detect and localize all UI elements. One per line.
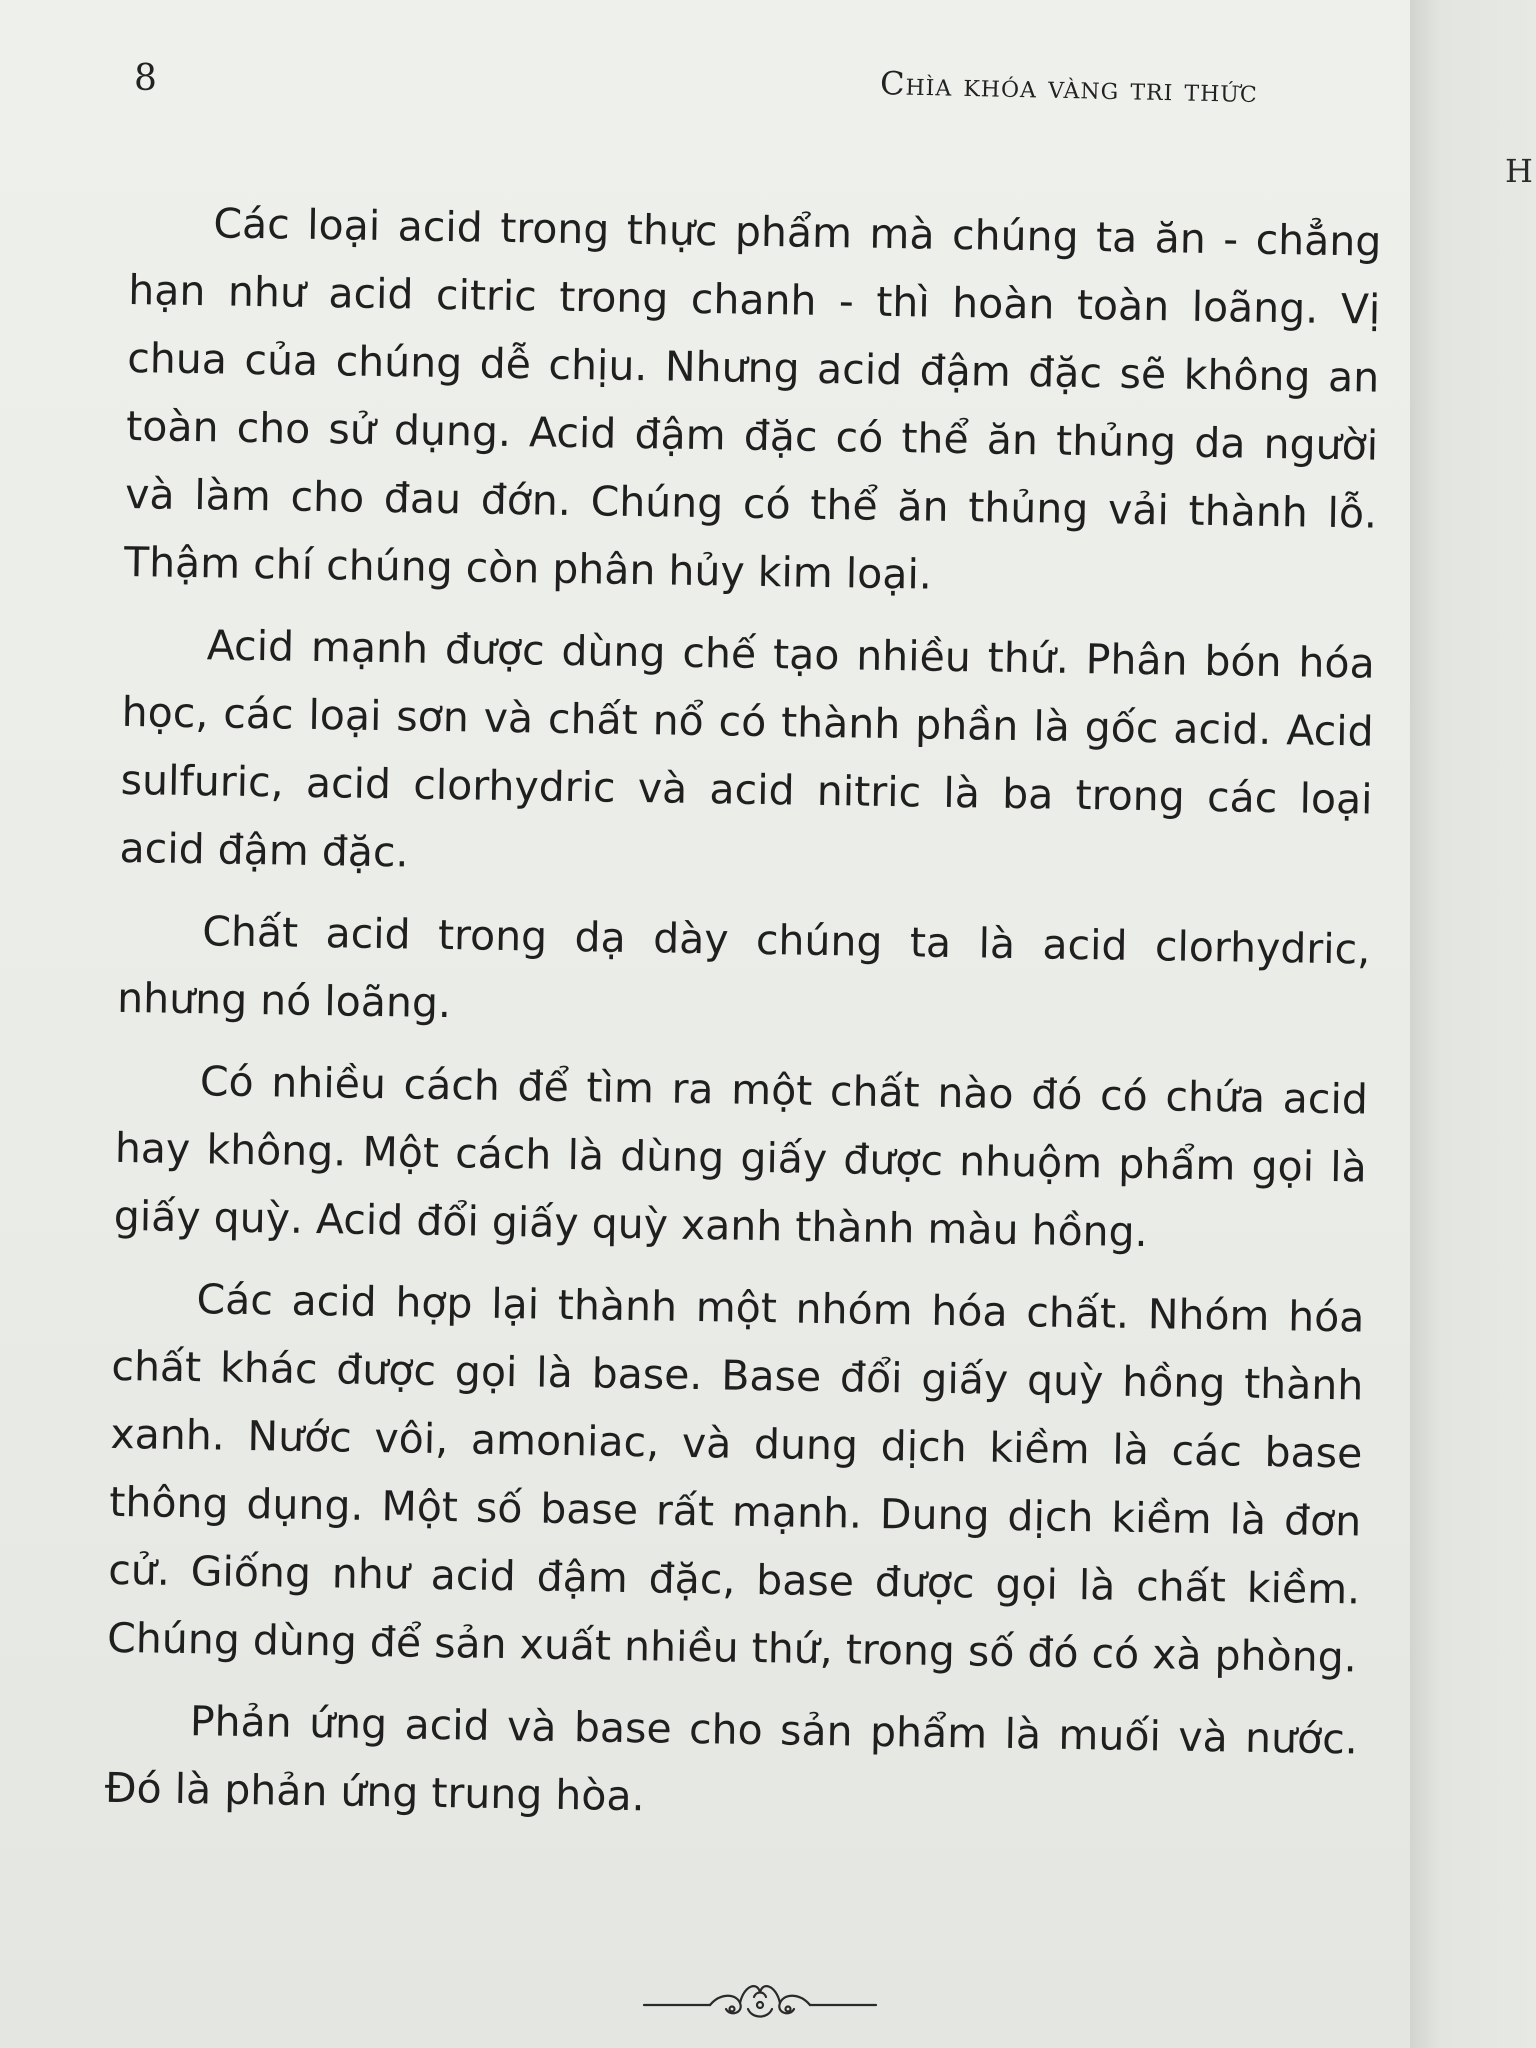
body-text — [104, 188, 1382, 1855]
paragraph: Các loại acid trong thực phẩm mà chúng ta ăn - chẳng hạn như acid citric trong chanh - thì hoàn toàn loãng. Vị chua của chúng dễ chịu. Nhưng acid đậm đặc sẽ không an toàn cho sử dụng. Acid đậm đặc có thể ăn thủng da người và làm cho đau đớn. Chúng có thể ăn thủng vải thành lỗ. Thậm chí chúng còn phân hủy kim loại. — [123, 199, 1382, 599]
scroll-ornament-icon — [640, 1975, 880, 2027]
facing-page-edge — [1410, 0, 1536, 2048]
page-number: 8 — [134, 58, 157, 99]
running-head: Chìa khóa vàng tri thức — [879, 64, 1259, 110]
paragraph: Phản ứng acid và base cho sản phẩm là muối và nước. Đó là phản ứng trung hòa. — [104, 1697, 1359, 1821]
paragraph: Các acid hợp lại thành một nhóm hóa chất. Nhóm hóa chất khác được gọi là base. Base đổi giấy quỳ hồng thành xanh. Nước vôi, amoniac, và dung dịch kiềm là các base thông dụng. Một số base rất mạnh. Dung dịch kiềm là đơn cử. Giống như acid đậm đặc, base được gọi là chất kiềm. Chúng dùng để sản xuất nhiều thứ, trong số đó có xà phòng. — [106, 1275, 1365, 1682]
paragraph: Có nhiều cách để tìm ra một chất nào đó có chứa acid hay không. Một cách là dùng giấy được nhuộm phẩm gọi là giấy quỳ. Acid đổi giấy quỳ xanh thành màu hồng. — [113, 1057, 1369, 1257]
paragraph: Chất acid trong dạ dày chúng ta là acid clorhydric, nhưng nó loãng. — [116, 907, 1371, 1028]
facing-page-letter: H — [1505, 152, 1533, 190]
paragraph: Acid mạnh được dùng chế tạo nhiều thứ. Phân bón hóa học, các loại sơn và chất nổ có thành phần là gốc acid. Acid sulfuric, acid clorhydric và acid nitric là ba trong các loại acid đậm đặc. — [119, 621, 1376, 877]
